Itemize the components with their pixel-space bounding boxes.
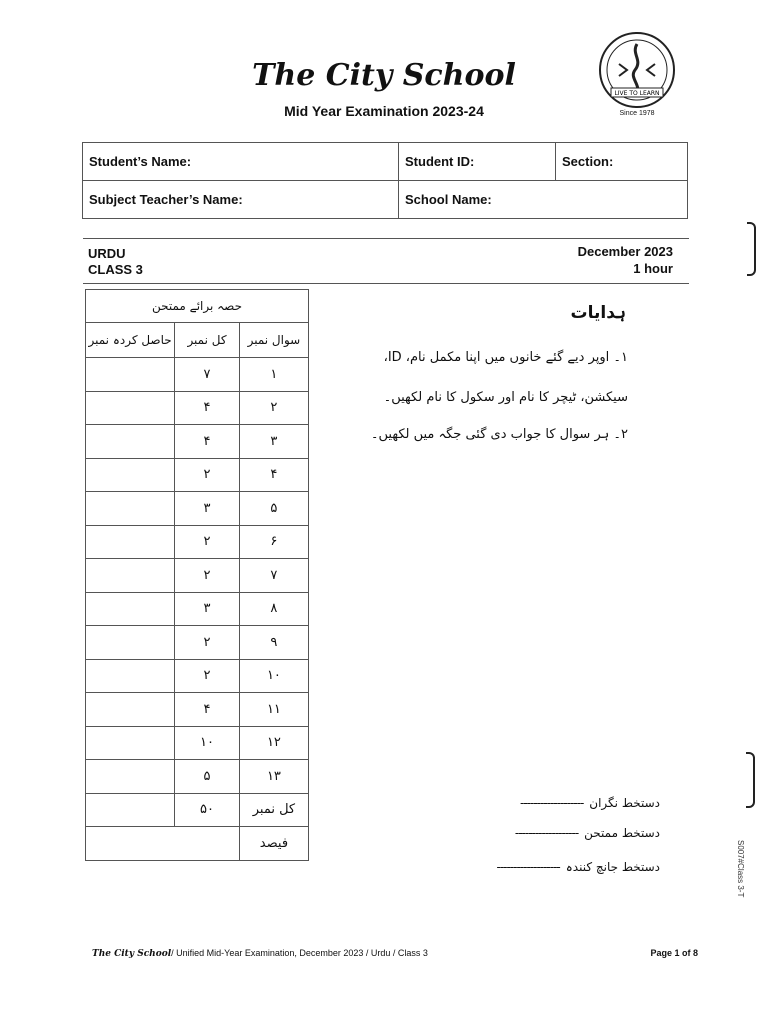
signature-line: ------------------- xyxy=(514,826,579,840)
marks-row xyxy=(86,592,309,626)
class-level: CLASS 3 xyxy=(88,262,143,277)
total-marks-cell: ۴ xyxy=(175,425,240,459)
question-number-cell: ۸ xyxy=(239,592,308,626)
obtained-marks-cell[interactable] xyxy=(86,458,175,492)
footer-brand: The City School xyxy=(92,949,172,959)
subject: URDU xyxy=(88,246,126,261)
question-number-cell: ۵ xyxy=(239,492,308,526)
logo-motto: LIVE TO LEARN xyxy=(614,90,660,97)
obtained-marks-cell[interactable] xyxy=(86,659,175,693)
total-marks-cell: ۷ xyxy=(175,358,240,392)
marks-row xyxy=(86,391,309,425)
school-title: The City School xyxy=(252,58,516,93)
marks-row xyxy=(86,659,309,693)
question-number-cell: ۹ xyxy=(239,626,308,660)
question-number-cell: ۱۱ xyxy=(239,693,308,727)
question-number-cell: ۱۳ xyxy=(239,760,308,794)
exam-duration: 1 hour xyxy=(633,261,673,276)
obtained-marks-cell[interactable] xyxy=(86,525,175,559)
invigilator-signature[interactable] xyxy=(520,796,660,810)
marks-row xyxy=(86,693,309,727)
exam-date: December 2023 xyxy=(577,244,673,259)
percentage-cell[interactable] xyxy=(86,827,240,861)
exam-title: Mid Year Examination 2023-24 xyxy=(284,103,484,119)
signature-line: ------------------- xyxy=(496,860,560,874)
instructions-title: ہدایات xyxy=(570,303,626,323)
total-marks-cell: ۲ xyxy=(175,525,240,559)
obtained-marks-cell[interactable] xyxy=(86,592,175,626)
header-total: کل نمبر xyxy=(175,323,240,358)
question-number-cell: ۷ xyxy=(239,559,308,593)
marks-row xyxy=(86,726,309,760)
total-marks-cell: ۵ xyxy=(175,760,240,794)
section-label: Section: xyxy=(562,154,614,169)
marks-row xyxy=(86,492,309,526)
footer-text: / Unified Mid-Year Examination, December 2023 / Urdu / Class 3 xyxy=(171,948,428,958)
divider xyxy=(83,238,689,239)
footer xyxy=(92,948,428,959)
marks-row xyxy=(86,760,309,794)
obtained-marks-cell[interactable] xyxy=(86,425,175,459)
checker-label: دستخط جانچ کنندہ xyxy=(565,860,660,874)
school-logo-icon xyxy=(597,30,677,110)
marks-row xyxy=(86,358,309,392)
student-id-label: Student ID: xyxy=(405,154,475,169)
total-marks-cell: ۲ xyxy=(175,659,240,693)
total-marks-cell: ۳ xyxy=(175,492,240,526)
obtained-marks-cell[interactable] xyxy=(86,358,175,392)
logo-since: Since 1978 xyxy=(619,110,655,117)
obtained-marks-cell[interactable] xyxy=(86,760,175,794)
binding-mark xyxy=(746,752,755,808)
question-number-cell: ۲ xyxy=(239,391,308,425)
teacher-name-field[interactable] xyxy=(83,181,399,219)
percentage-label: فیصد xyxy=(239,827,308,861)
subject-block xyxy=(88,246,143,278)
checker-signature[interactable] xyxy=(496,860,660,874)
total-marks-cell: ۲ xyxy=(175,559,240,593)
school-name-field[interactable] xyxy=(399,181,688,219)
obtained-marks-cell[interactable] xyxy=(86,492,175,526)
teacher-name-label: Subject Teacher’s Name: xyxy=(89,192,243,207)
header-question: سوال نمبر xyxy=(239,323,308,358)
instruction-line-3: ۲۔ ہر سوال کا جواب دی گئی جگہ میں لکھیں۔ xyxy=(370,427,628,442)
total-marks-cell: ۴ xyxy=(175,391,240,425)
invigilator-label: دستخط نگران xyxy=(589,796,660,810)
school-name-label: School Name: xyxy=(405,192,492,207)
page-number: Page 1 of 8 xyxy=(650,948,698,958)
question-number-cell: ۱ xyxy=(239,358,308,392)
total-marks-cell: ۱۰ xyxy=(175,726,240,760)
marks-table xyxy=(85,289,309,861)
instruction-line-2: سیکشن، ٹیچر کا نام اور سکول کا نام لکھیں۔ xyxy=(383,390,628,405)
total-marks-cell: ۲ xyxy=(175,458,240,492)
student-name-label: Student’s Name: xyxy=(89,154,192,169)
header-obtained: حاصل کردہ نمبر xyxy=(86,323,175,358)
total-marks-label: کل نمبر xyxy=(239,793,308,827)
side-code: S007#Class 3-T xyxy=(736,840,745,898)
marks-row xyxy=(86,458,309,492)
question-number-cell: ۳ xyxy=(239,425,308,459)
section-field[interactable] xyxy=(556,143,688,181)
instruction-line-1: ۱۔ اوپر دیے گئے خانوں میں اپنا مکمل نام، ID، xyxy=(383,350,628,365)
marks-row xyxy=(86,525,309,559)
total-marks-cell: ۴ xyxy=(175,693,240,727)
total-marks-cell: ۳ xyxy=(175,592,240,626)
obtained-marks-cell[interactable] xyxy=(86,391,175,425)
signature-line: ------------------- xyxy=(520,796,584,810)
binding-mark xyxy=(747,222,756,276)
question-number-cell: ۶ xyxy=(239,525,308,559)
student-info-table xyxy=(82,142,688,219)
divider xyxy=(83,283,689,284)
obtained-marks-cell[interactable] xyxy=(86,726,175,760)
total-obtained-cell[interactable] xyxy=(86,793,175,827)
obtained-marks-cell[interactable] xyxy=(86,559,175,593)
question-number-cell: ۱۰ xyxy=(239,659,308,693)
examiner-label: دستخط ممتحن xyxy=(584,826,660,840)
date-block xyxy=(578,243,673,277)
student-name-field[interactable] xyxy=(83,143,399,181)
question-number-cell: ۱۲ xyxy=(239,726,308,760)
marks-row xyxy=(86,626,309,660)
examiner-signature[interactable] xyxy=(515,826,660,840)
total-marks-cell: ۲ xyxy=(175,626,240,660)
marks-row xyxy=(86,425,309,459)
marks-row xyxy=(86,559,309,593)
marks-caption: حصہ برائے ممتحن xyxy=(86,290,309,323)
total-marks-value: ۵۰ xyxy=(175,793,240,827)
student-id-field[interactable] xyxy=(399,143,556,181)
question-number-cell: ۴ xyxy=(239,458,308,492)
obtained-marks-cell[interactable] xyxy=(86,693,175,727)
obtained-marks-cell[interactable] xyxy=(86,626,175,660)
